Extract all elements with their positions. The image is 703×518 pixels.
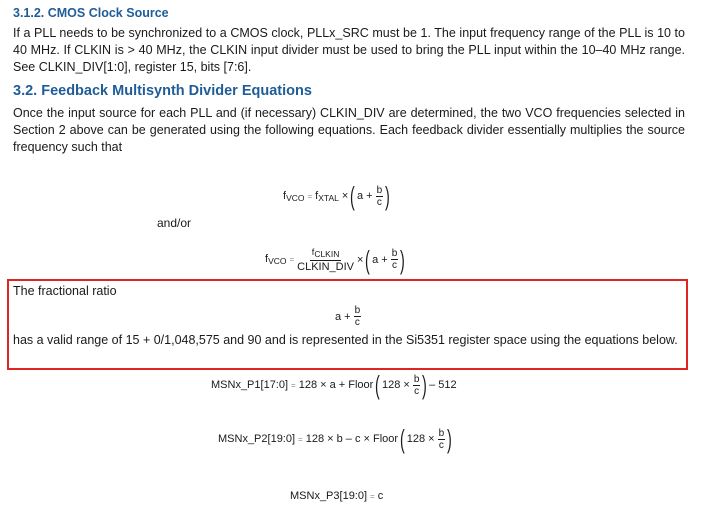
right-paren: ) [400, 244, 406, 275]
left-paren: ( [375, 370, 381, 400]
a-plus-term: a + [356, 190, 373, 202]
a-plus-term: a + [335, 310, 351, 323]
p1-rhs: 128 × a + Floor [298, 379, 374, 391]
right-paren: ) [422, 370, 428, 400]
heading-cmos-clock-source: 3.1.2. CMOS Clock Source [13, 6, 169, 20]
right-paren: ) [385, 181, 390, 211]
equation-msnx-p3 [290, 490, 383, 502]
fractional-ratio-label: The fractional ratio [13, 284, 117, 298]
fraction-b-over-c: $\frac{b}{c}$ [438, 427, 445, 451]
equals-sign: = [298, 434, 303, 444]
fraction-b-over-c: $\frac{b}{c}$ [354, 305, 361, 328]
equation-fractional-ratio [335, 305, 361, 328]
left-paren: ( [400, 424, 405, 454]
left-paren: ( [350, 181, 356, 211]
fxtal-term: $f_{XTAL}$ [315, 189, 339, 203]
p2-128-times: 128 × [406, 433, 435, 445]
times-sign: × [341, 190, 349, 202]
equation-msnx-p1 [211, 372, 457, 398]
equals-sign: = [307, 191, 313, 201]
a-plus-term: a + [372, 253, 388, 266]
left-paren: ( [365, 244, 371, 275]
fvco-term: $f_{VCO}$ [283, 189, 305, 203]
fraction-b-over-c: $\frac{b}{c}$ [413, 373, 420, 397]
equation-fvco-xtal [283, 183, 389, 209]
p1-tail: – 512 [429, 379, 457, 391]
p1-128-times: 128 × [382, 379, 410, 391]
and-or-label: and/or [157, 216, 192, 230]
p3-lhs: MSNx_P3[19:0] [290, 490, 368, 502]
equation-msnx-p2 [218, 426, 451, 452]
heading-feedback-multisynth: 3.2. Feedback Multisynth Divider Equations [13, 83, 312, 99]
p2-lhs: MSNx_P2[19:0] [218, 433, 296, 445]
equals-sign: = [370, 491, 375, 501]
p3-rhs: c [377, 490, 384, 502]
fvco-term: $f_{VCO}$ [265, 253, 287, 266]
paragraph-valid-range: has a valid range of 15 + 0/1,048,575 and 90 and is represented in the Si5351 register space using the equations below. [13, 333, 678, 347]
equals-sign: = [289, 255, 295, 264]
paragraph-cmos: If a PLL needs to be synchronized to a CMOS clock, PLLx_SRC must be 1. The input frequency range of the PLL is 10 to 40 MHz. If CLKIN is > 40 MHz, the CLKIN input divider must be used to bring the PLL input within the 10–40 MHz range. See CLKIN_DIV[1:0], register 15, bits [7:6]. [13, 26, 685, 74]
times-sign: × [357, 253, 364, 266]
fraction-b-over-c: $\frac{b}{c}$ [391, 248, 398, 271]
equation-fvco-clkin [265, 246, 404, 273]
fraction-fclkin-over-clkindiv: fCLKIN CLKIN_DIV [297, 247, 355, 273]
paragraph-feedback: Once the input source for each PLL and (if necessary) CLKIN_DIV are determined, the two VCO frequencies selected in Section 2 above can be generated using the following equations. Each feedback divider essentially multiplies the source frequency such that [13, 106, 685, 154]
p1-lhs: MSNx_P1[17:0] [211, 379, 289, 391]
p2-rhs: 128 × b – c × Floor [305, 433, 399, 445]
fraction-b-over-c: $\frac{b}{c}$ [376, 184, 383, 208]
equals-sign: = [291, 380, 296, 390]
right-paren: ) [447, 424, 452, 454]
